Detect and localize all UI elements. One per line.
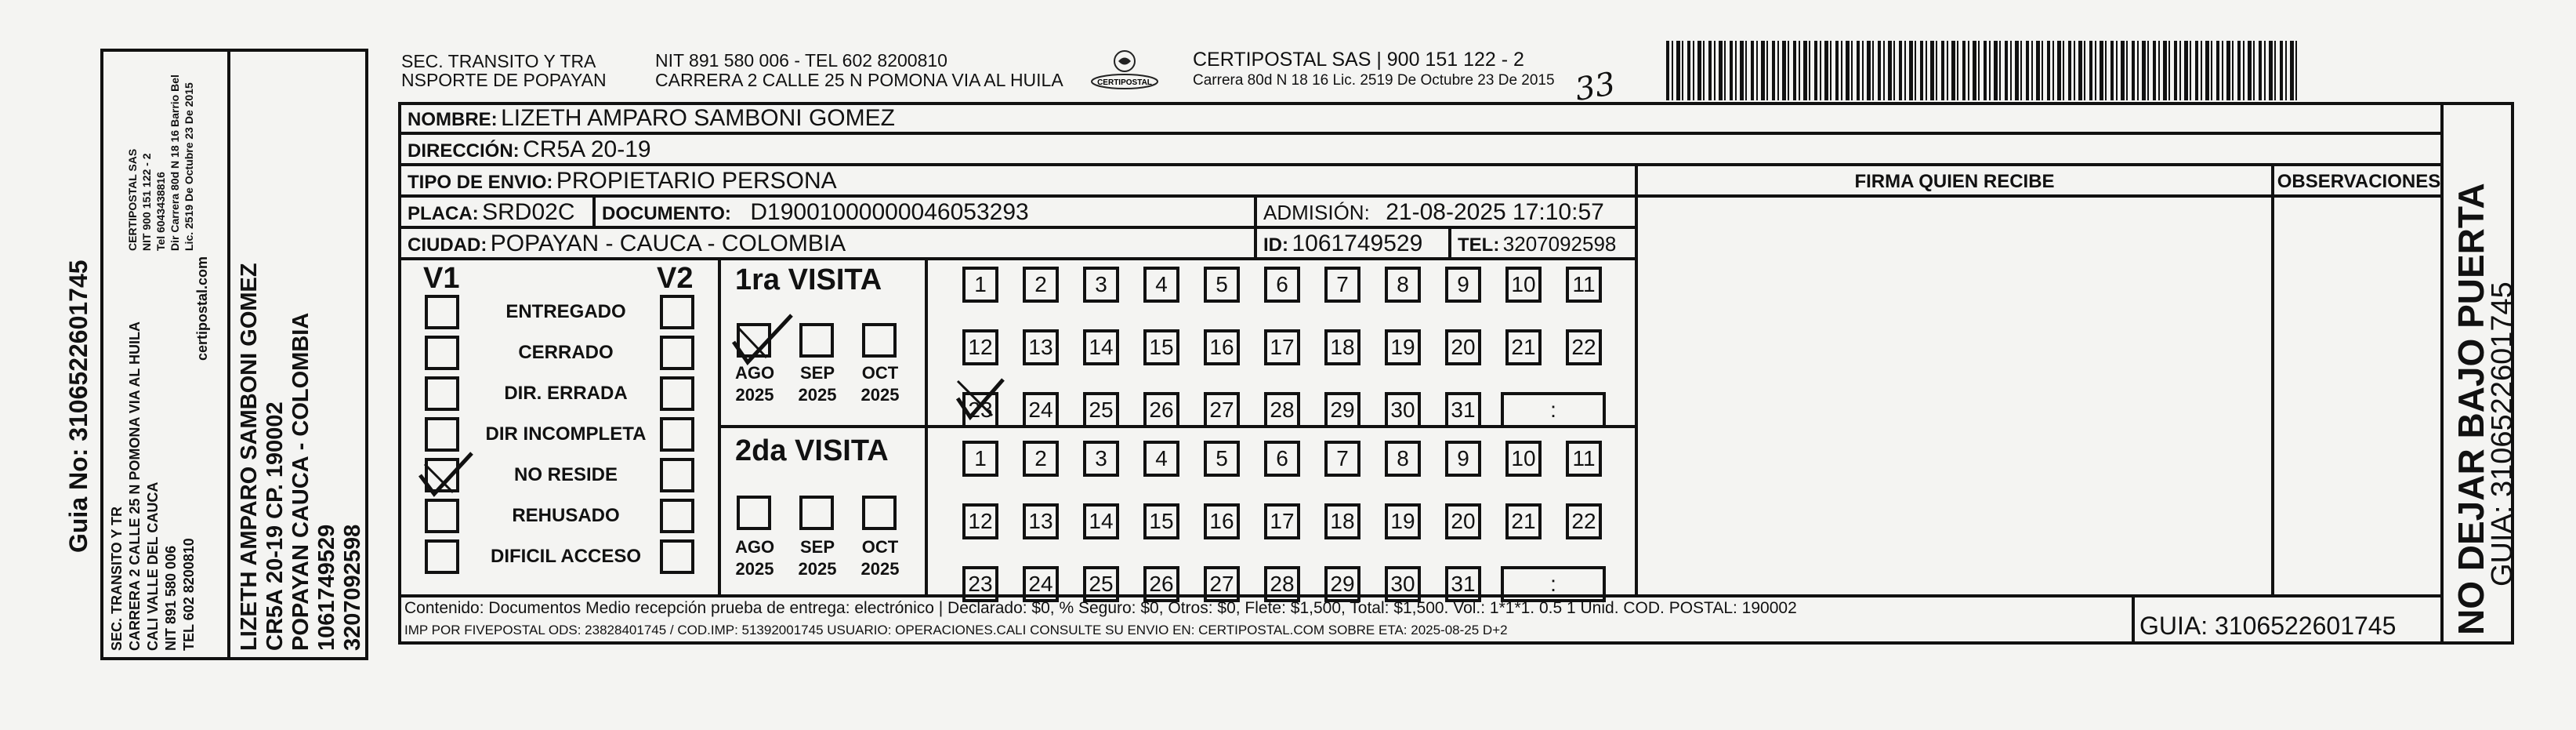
v1-checkbox-dificil-acceso[interactable] xyxy=(425,539,459,574)
stub-certipostal-line: Dir Carrera 80d N 18 16 Barrio Bel xyxy=(168,74,181,251)
row-rule xyxy=(398,132,2444,135)
second-visit-day-box[interactable]: 30 xyxy=(1385,566,1421,602)
stub-recipient-line: LIZETH AMPARO SAMBONI GOMEZ xyxy=(237,263,262,651)
second-visit-day-box[interactable]: 3 xyxy=(1083,441,1119,477)
second-visit-day-box[interactable]: 22 xyxy=(1566,503,1602,539)
first-visit-day-box[interactable]: 5 xyxy=(1204,267,1240,303)
stub-sender-block xyxy=(108,321,198,651)
first-visit-day-box[interactable]: 15 xyxy=(1143,329,1179,365)
second-visit-day-box[interactable]: 28 xyxy=(1264,566,1300,602)
side-guia: GUIA: 3106522601745 xyxy=(2486,281,2519,587)
col-rule xyxy=(2271,194,2444,198)
guia-footer: GUIA: 3106522601745 xyxy=(2139,612,2397,640)
tipo-envio-value: PROPIETARIO PERSONA xyxy=(556,168,837,194)
documento-label: DOCUMENTO: xyxy=(602,203,731,224)
v2-month-label-ago: AGO 2025 xyxy=(734,537,775,579)
documento-value: D19001000000046053293 xyxy=(750,199,1029,225)
first-visit-day-box[interactable]: 27 xyxy=(1204,392,1240,428)
v2-checkbox-dificil-acceso[interactable] xyxy=(660,539,694,574)
first-visit-day-box[interactable]: 3 xyxy=(1083,267,1119,303)
guia-number-vertical: Guia No: 3106522601745 xyxy=(64,260,92,553)
v2-checkbox-rehusado[interactable] xyxy=(660,499,694,533)
v2-checkbox-entregado[interactable] xyxy=(660,295,694,329)
second-visit-day-box[interactable]: 10 xyxy=(1505,441,1542,477)
v1-month-label-oct: OCT 2025 xyxy=(860,363,900,405)
v1-month-label-sep: SEP 2025 xyxy=(798,363,837,405)
stub-sender-line: CALI VALLE DEL CAUCA xyxy=(145,481,161,651)
v2-month-label-sep: SEP 2025 xyxy=(798,537,837,579)
company-license: Carrera 80d N 18 16 Lic. 2519 De Octubre 23 De 2015 xyxy=(1193,72,1555,89)
tipo-envio-row xyxy=(408,168,837,194)
v1-checkbox-dir-errada[interactable] xyxy=(425,376,459,411)
second-visit-day-box[interactable]: 5 xyxy=(1204,441,1240,477)
stub-recipient-line: POPAYAN CAUCA - COLOMBIA xyxy=(288,312,313,651)
first-visit-day-box[interactable]: 13 xyxy=(1023,329,1059,365)
v2-label: V2 xyxy=(657,262,694,295)
certipostal-logo xyxy=(1089,49,1160,94)
second-visit-day-box[interactable]: 18 xyxy=(1324,503,1360,539)
second-visit-day-box[interactable]: 29 xyxy=(1324,566,1360,602)
id-label: ID: xyxy=(1263,234,1288,256)
imp-text: IMP POR FIVEPOSTAL ODS: 23828401745 / COD.IMP: 51392001745 USUARIO: OPERACIONES.CALI CONSULTE SU ENVIO EN: CERTIPOSTAL.COM SOBRE ETA: 2025-08-25 D+2 xyxy=(404,623,1508,637)
col-rule xyxy=(1448,229,1451,257)
observaciones-label: OBSERVACIONES xyxy=(2277,171,2441,192)
second-visit-time-box[interactable]: : xyxy=(1501,566,1606,602)
v1-month-label-ago: AGO 2025 xyxy=(734,363,775,405)
v1-checkbox-dir-incompleta[interactable] xyxy=(425,417,459,452)
stub-certipostal-line: Tel 6043438816 xyxy=(154,172,167,251)
second-visit-day-box[interactable]: 13 xyxy=(1023,503,1059,539)
second-visit-day-box[interactable]: 9 xyxy=(1445,441,1481,477)
stub-recipient-line: 1061749529 xyxy=(314,524,339,651)
first-visit-day-box[interactable]: 8 xyxy=(1385,267,1421,303)
second-visit-day-box[interactable]: 7 xyxy=(1324,441,1360,477)
v1-month-checkbox-oct[interactable] xyxy=(862,323,897,358)
admision-cell xyxy=(1263,199,1604,226)
row-rule xyxy=(398,257,1635,260)
first-visit-day-box[interactable]: 10 xyxy=(1505,267,1542,303)
col-rule xyxy=(592,198,596,226)
second-visit-day-box[interactable]: 25 xyxy=(1083,566,1119,602)
nombre-value: LIZETH AMPARO SAMBONI GOMEZ xyxy=(501,105,895,131)
placa-value: SRD02C xyxy=(482,199,575,225)
first-visit-day-box[interactable]: 30 xyxy=(1385,392,1421,428)
second-visit-day-box[interactable]: 31 xyxy=(1445,566,1481,602)
handwritten-mark: 33 xyxy=(1572,65,1618,109)
reason-dir-errada: DIR. ERRADA xyxy=(504,383,628,404)
sender-address: CARRERA 2 CALLE 25 N POMONA VIA AL HUILA xyxy=(655,70,1063,90)
second-visit-day-box[interactable]: 15 xyxy=(1143,503,1179,539)
stub-sender-line: TEL 602 8200810 xyxy=(181,538,197,651)
stub-sender-line: SEC. TRANSITO Y TR xyxy=(109,506,125,651)
logo-text: CERTIPOSTAL xyxy=(1097,78,1152,87)
placa-label: PLACA: xyxy=(408,203,479,224)
col-rule xyxy=(2271,163,2274,594)
firma-label: FIRMA QUIEN RECIBE xyxy=(1854,171,2055,192)
tel-cell xyxy=(1458,232,1616,256)
stub-website: certipostal.com xyxy=(194,256,210,361)
reason-cerrado: CERRADO xyxy=(518,342,614,363)
nombre-label: NOMBRE: xyxy=(408,109,498,130)
tipo-envio-label: TIPO DE ENVIO: xyxy=(408,172,553,193)
first-visit-day-box[interactable]: 19 xyxy=(1385,329,1421,365)
ciudad-value: POPAYAN - CAUCA - COLOMBIA xyxy=(490,231,846,256)
col-rule xyxy=(1254,198,1257,257)
tel-label: TEL: xyxy=(1458,234,1500,256)
second-visit-day-box[interactable]: 21 xyxy=(1505,503,1542,539)
first-visit-title: 1ra VISITA xyxy=(735,263,882,296)
stub-recipient-line: 3207092598 xyxy=(340,524,365,651)
company-name: CERTIPOSTAL SAS | 900 151 122 - 2 xyxy=(1193,49,1524,71)
second-visit-day-box[interactable]: 19 xyxy=(1385,503,1421,539)
second-visit-day-box[interactable]: 23 xyxy=(962,566,998,602)
first-visit-day-box[interactable]: 21 xyxy=(1505,329,1542,365)
second-visit-day-box[interactable]: 2 xyxy=(1023,441,1059,477)
first-visit-day-box[interactable]: 16 xyxy=(1204,329,1240,365)
first-visit-day-box[interactable]: 25 xyxy=(1083,392,1119,428)
tel-value: 3207092598 xyxy=(1502,232,1617,256)
first-visit-day-box[interactable]: 1 xyxy=(962,267,998,303)
v1-checkbox-rehusado[interactable] xyxy=(425,499,459,533)
first-visit-day-box[interactable]: 12 xyxy=(962,329,998,365)
second-visit-title: 2da VISITA xyxy=(735,434,889,467)
first-visit-time-box[interactable]: : xyxy=(1501,392,1606,428)
v2-month-checkbox-oct[interactable] xyxy=(862,496,897,530)
reason-dificil-acceso: DIFICIL ACCESO xyxy=(490,546,641,567)
second-visit-day-box[interactable]: 4 xyxy=(1143,441,1179,477)
first-visit-day-box[interactable]: 18 xyxy=(1324,329,1360,365)
nombre-row xyxy=(408,105,895,132)
reason-no-reside: NO RESIDE xyxy=(513,464,618,485)
first-visit-day-box[interactable]: 2 xyxy=(1023,267,1059,303)
stub-certipostal-block xyxy=(125,74,196,251)
direccion-row xyxy=(408,136,651,163)
first-visit-day-box[interactable]: 14 xyxy=(1083,329,1119,365)
stub-recipient-block xyxy=(237,263,366,651)
sender-name: SEC. TRANSITO Y TRA NSPORTE DE POPAYAN xyxy=(401,51,607,90)
first-visit-day-box[interactable]: 7 xyxy=(1324,267,1360,303)
col-rule xyxy=(1635,194,2271,198)
stub-certipostal-line: Lic. 2519 De Octubre 23 De 2015 xyxy=(183,82,195,251)
second-visit-day-box[interactable]: 11 xyxy=(1566,441,1602,477)
first-visit-day-box[interactable]: 28 xyxy=(1264,392,1300,428)
reason-dir-incompleta: DIR INCOMPLETA xyxy=(485,423,647,445)
v1-checkbox-cerrado[interactable] xyxy=(425,336,459,370)
second-visit-day-box[interactable]: 6 xyxy=(1264,441,1300,477)
v1-month-checkbox-sep[interactable] xyxy=(799,323,834,358)
second-visit-day-box[interactable]: 12 xyxy=(962,503,998,539)
barcode xyxy=(1666,41,2299,100)
v2-month-checkbox-ago[interactable] xyxy=(737,496,771,530)
first-visit-day-box[interactable]: 4 xyxy=(1143,267,1179,303)
stub-divider xyxy=(227,49,230,660)
first-visit-day-box[interactable]: 31 xyxy=(1445,392,1481,428)
v2-checkbox-no-reside[interactable] xyxy=(660,458,694,492)
stub-recipient-line: CR5A 20-19 CP. 190002 xyxy=(263,401,288,651)
direccion-label: DIRECCIÓN: xyxy=(408,140,520,162)
first-visit-day-box[interactable]: 9 xyxy=(1445,267,1481,303)
second-visit-day-box[interactable]: 26 xyxy=(1143,566,1179,602)
reason-entregado: ENTREGADO xyxy=(505,301,626,322)
contenido-text: Contenido: Documentos Medio recepción prueba de entrega: electrónico | Declarado: $0, % Seguro: $0, Otros: $0, Flete: $1,500, Total: $1,500. Vol.: 1*1*1. 0.5 1 Unid. COD. POSTAL: 190002 xyxy=(404,599,1797,617)
first-visit-day-box[interactable]: 6 xyxy=(1264,267,1300,303)
stub-sender-line: NIT 891 580 006 xyxy=(163,545,179,651)
second-visit-day-box[interactable]: 1 xyxy=(962,441,998,477)
second-visit-day-box[interactable]: 24 xyxy=(1023,566,1059,602)
second-visit-day-box[interactable]: 17 xyxy=(1264,503,1300,539)
ciudad-label: CIUDAD: xyxy=(408,234,487,256)
sender-nit: NIT 891 580 006 - TEL 602 8200810 xyxy=(655,50,947,71)
no-dejar-bajo-puerta: NO DEJAR BAJO PUERTA xyxy=(2451,183,2491,635)
v1-label: V1 xyxy=(423,262,460,295)
ciudad-cell xyxy=(408,231,846,257)
stub-certipostal-line: NIT 900 151 122 - 2 xyxy=(140,153,153,251)
col-rule xyxy=(2132,594,2135,645)
first-visit-day-box[interactable]: 20 xyxy=(1445,329,1481,365)
placa-cell xyxy=(408,199,574,226)
first-visit-day-box[interactable]: 24 xyxy=(1023,392,1059,428)
first-visit-day-box[interactable]: 29 xyxy=(1324,392,1360,428)
stub-certipostal-line: CERTIPOSTAL SAS xyxy=(126,148,139,251)
second-visit-day-box[interactable]: 27 xyxy=(1204,566,1240,602)
direccion-value: CR5A 20-19 xyxy=(523,136,651,162)
row-rule xyxy=(398,163,2444,166)
id-value: 1061749529 xyxy=(1292,231,1423,256)
row-rule xyxy=(398,594,2444,597)
v2-checkbox-cerrado[interactable] xyxy=(660,336,694,370)
first-visit-day-box[interactable]: 23 xyxy=(962,392,998,428)
v2-checkbox-dir-errada[interactable] xyxy=(660,376,694,411)
second-visit-day-box[interactable]: 20 xyxy=(1445,503,1481,539)
second-visit-day-box[interactable]: 8 xyxy=(1385,441,1421,477)
second-visit-day-box[interactable]: 14 xyxy=(1083,503,1119,539)
first-visit-day-box[interactable]: 17 xyxy=(1264,329,1300,365)
second-visit-day-box[interactable]: 16 xyxy=(1204,503,1240,539)
col-rule xyxy=(1635,163,1638,594)
v2-month-label-oct: OCT 2025 xyxy=(860,537,900,579)
v1-checkbox-entregado[interactable] xyxy=(425,295,459,329)
stub-sender-line: CARRERA 2 CALLE 25 N POMONA VIA AL HUILA xyxy=(127,321,143,651)
first-visit-day-box[interactable]: 26 xyxy=(1143,392,1179,428)
check-mark-icon xyxy=(953,375,1008,429)
admision-label: ADMISIÓN: xyxy=(1263,201,1370,224)
reason-rehusado: REHUSADO xyxy=(512,505,620,526)
admision-value: 21-08-2025 17:10:57 xyxy=(1386,199,1604,225)
first-visit-day-box[interactable]: 22 xyxy=(1566,329,1602,365)
v2-month-checkbox-sep[interactable] xyxy=(799,496,834,530)
documento-cell xyxy=(602,199,1029,226)
id-cell xyxy=(1263,231,1422,257)
v2-checkbox-dir-incompleta[interactable] xyxy=(660,417,694,452)
first-visit-day-box[interactable]: 11 xyxy=(1566,267,1602,303)
